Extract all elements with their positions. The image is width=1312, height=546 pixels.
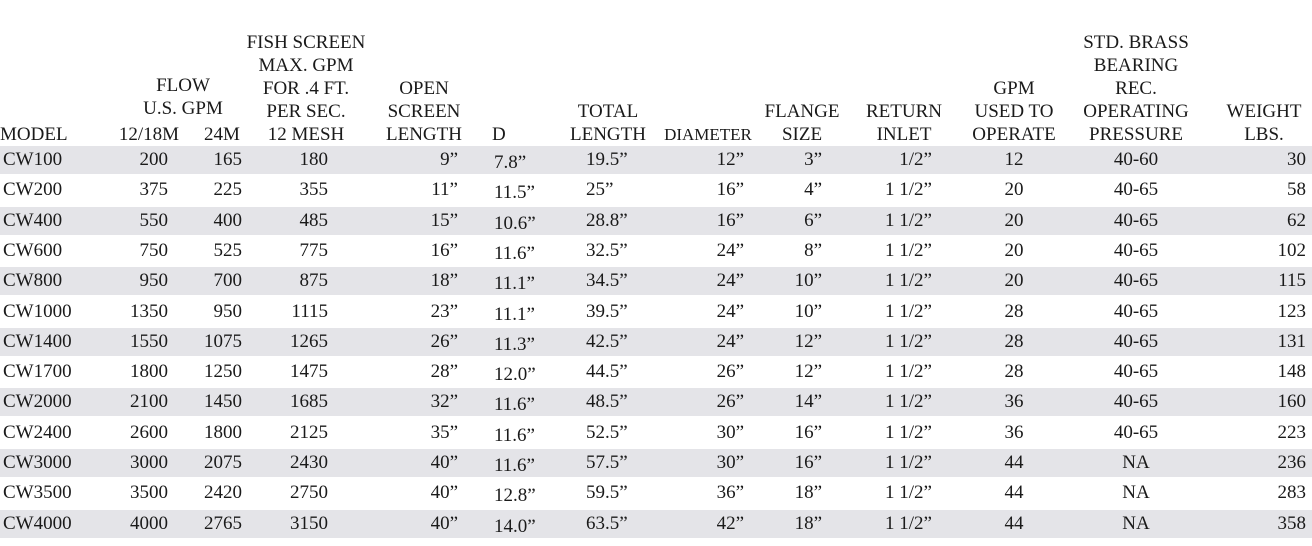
cell-flow-12-18m: 200 <box>139 149 168 170</box>
table-row <box>0 237 1312 265</box>
cell-return-inlet: 1 1/2” <box>885 361 932 383</box>
cell-flange-size: 8” <box>804 239 822 261</box>
table-row <box>0 207 1312 235</box>
cell-weight: 102 <box>1277 239 1306 261</box>
cell-d: 11.6” <box>494 242 535 264</box>
cell-model: CW2000 <box>3 391 72 413</box>
cell-model: CW400 <box>3 209 63 231</box>
header-flow-12-18m <box>104 0 194 146</box>
cell-fish-screen-gpm: 2430 <box>290 452 328 473</box>
cell-weight: 283 <box>1277 482 1306 504</box>
table-row <box>0 176 1312 204</box>
cell-total-length: 25” <box>586 179 614 201</box>
cell-operating-pressure: 40-65 <box>1113 209 1159 231</box>
cell-fish-screen-gpm: 775 <box>299 239 328 261</box>
cell-flow-12-18m: 3500 <box>130 482 168 504</box>
table-row <box>0 479 1312 507</box>
cell-total-length: 44.5” <box>586 361 628 383</box>
header-gpm-used-line: USED TO <box>974 101 1054 122</box>
cell-diameter: 24” <box>716 300 744 322</box>
cell-weight: 30 <box>1287 149 1306 170</box>
header-brass-bearing-line: BEARING <box>1093 55 1179 76</box>
cell-weight: 236 <box>1277 452 1306 473</box>
header-flange-size-line: SIZE <box>781 124 823 145</box>
cell-operating-pressure: 40-65 <box>1113 270 1159 292</box>
cell-fish-screen-gpm: 3150 <box>290 512 328 534</box>
cell-fish-screen-gpm: 180 <box>299 149 328 170</box>
table-row <box>0 510 1312 538</box>
header-flange-size-line: FLANGE <box>764 101 840 122</box>
cell-fish-screen-gpm: 2750 <box>290 482 328 504</box>
cell-return-inlet: 1 1/2” <box>885 421 932 443</box>
header-total-length-line: TOTAL <box>577 101 639 122</box>
cell-flange-size: 16” <box>794 452 822 473</box>
header-brass-bearing-line: OPERATING <box>1083 101 1189 122</box>
header-fish-screen-line: FOR .4 FT. <box>262 78 350 99</box>
cell-diameter: 24” <box>716 330 744 352</box>
table-row <box>0 358 1312 386</box>
table-row <box>0 267 1312 295</box>
cell-fish-screen-gpm: 1685 <box>290 391 328 413</box>
cell-open-screen-length: 40” <box>430 512 458 534</box>
cell-operating-pressure: 40-65 <box>1113 179 1159 201</box>
cell-flow-24m: 525 <box>213 239 242 261</box>
table-row <box>0 146 1312 174</box>
header-return-inlet-line: RETURN <box>866 101 942 122</box>
cell-total-length: 57.5” <box>586 452 628 473</box>
cell-diameter: 16” <box>716 179 744 201</box>
cell-fish-screen-gpm: 355 <box>299 179 328 201</box>
cell-open-screen-length: 15” <box>430 209 458 231</box>
table-row <box>0 419 1312 447</box>
cell-d: 11.6” <box>494 455 535 476</box>
cell-flow-24m: 2420 <box>204 482 242 504</box>
cell-open-screen-length: 32” <box>430 391 458 413</box>
cell-flange-size: 18” <box>794 512 822 534</box>
cell-d: 10.6” <box>494 212 536 234</box>
cell-flow-12-18m: 1350 <box>130 300 168 322</box>
cell-model: CW4000 <box>3 512 72 534</box>
cell-flange-size: 12” <box>794 361 822 383</box>
cell-flow-12-18m: 4000 <box>130 512 168 534</box>
cell-weight: 148 <box>1277 361 1306 383</box>
cell-flow-12-18m: 375 <box>139 179 168 201</box>
cell-return-inlet: 1 1/2” <box>885 391 932 413</box>
cell-flow-24m: 1450 <box>204 391 242 413</box>
cell-diameter: 24” <box>716 270 744 292</box>
cell-flow-24m: 2075 <box>204 452 242 473</box>
cell-gpm-used: 20 <box>1004 270 1024 292</box>
cell-gpm-used: 44 <box>1004 452 1024 473</box>
cell-d: 12.8” <box>494 485 536 507</box>
cell-open-screen-length: 11” <box>431 179 458 201</box>
cell-flow-12-18m: 1550 <box>130 330 168 352</box>
header-open-screen <box>376 0 472 146</box>
cell-gpm-used: 20 <box>1004 209 1024 231</box>
cell-operating-pressure: 40-65 <box>1113 391 1159 413</box>
cell-weight: 160 <box>1277 391 1306 413</box>
cell-gpm-used: 28 <box>1004 330 1024 352</box>
cell-open-screen-length: 40” <box>430 452 458 473</box>
cell-return-inlet: 1 1/2” <box>885 482 932 504</box>
cell-fish-screen-gpm: 485 <box>299 209 328 231</box>
cell-diameter: 42” <box>716 512 744 534</box>
cell-total-length: 34.5” <box>586 270 628 292</box>
header-brass-bearing-line: REC. <box>1115 78 1157 99</box>
table-row <box>0 298 1312 326</box>
cell-d: 11.1” <box>494 303 535 325</box>
header-gpm-used-line: GPM <box>993 78 1035 99</box>
header-total-length <box>560 0 656 146</box>
header-diameter <box>656 0 760 146</box>
header-open-screen-line: LENGTH <box>386 124 462 145</box>
cell-model: CW800 <box>3 270 63 292</box>
cell-operating-pressure: NA <box>1122 512 1150 534</box>
header-model <box>0 0 102 146</box>
cell-diameter: 30” <box>716 421 744 443</box>
cell-operating-pressure: NA <box>1122 482 1150 504</box>
cell-flow-12-18m: 1800 <box>130 361 168 383</box>
cell-open-screen-length: 28” <box>430 361 458 383</box>
cell-operating-pressure: 40-65 <box>1113 239 1159 261</box>
cell-open-screen-length: 26” <box>430 330 458 352</box>
cell-d: 11.5” <box>494 182 535 204</box>
cell-d: 11.6” <box>494 394 535 416</box>
cell-open-screen-length: 23” <box>430 300 458 322</box>
cell-operating-pressure: 40-65 <box>1113 330 1159 352</box>
header-flange-size <box>756 0 848 146</box>
cell-model: CW3000 <box>3 452 72 473</box>
cell-return-inlet: 1 1/2” <box>885 452 932 473</box>
cell-flange-size: 10” <box>794 270 822 292</box>
cell-return-inlet: 1/2” <box>899 149 932 170</box>
cell-flange-size: 3” <box>804 149 822 170</box>
header-brass-bearing-line: PRESSURE <box>1089 124 1183 145</box>
cell-diameter: 26” <box>716 391 744 413</box>
cell-return-inlet: 1 1/2” <box>885 512 932 534</box>
cell-fish-screen-gpm: 1475 <box>290 361 328 383</box>
cell-diameter: 26” <box>716 361 744 383</box>
cell-model: CW600 <box>3 239 63 261</box>
cell-diameter: 16” <box>716 209 744 231</box>
cell-gpm-used: 12 <box>1004 149 1024 170</box>
cell-flange-size: 14” <box>794 391 822 413</box>
cell-d: 14.0” <box>494 515 536 537</box>
cell-gpm-used: 28 <box>1004 361 1024 383</box>
cell-return-inlet: 1 1/2” <box>885 300 932 322</box>
cell-d: 11.6” <box>494 424 535 446</box>
header-diameter-line: DIAMETER <box>664 125 752 144</box>
header-weight <box>1216 0 1312 146</box>
cell-flange-size: 10” <box>794 300 822 322</box>
cell-gpm-used: 20 <box>1004 179 1024 201</box>
header-flow-24m-line: 24M <box>204 124 240 145</box>
cell-model: CW2400 <box>3 421 72 443</box>
header-model-line: MODEL <box>0 124 68 145</box>
cell-model: CW100 <box>3 149 63 170</box>
cell-weight: 62 <box>1287 209 1306 231</box>
cell-gpm-used: 28 <box>1004 300 1024 322</box>
header-gpm-used <box>962 0 1066 146</box>
header-fish-screen-line: 12 MESH <box>267 124 345 145</box>
cell-flange-size: 6” <box>804 209 822 231</box>
cell-flow-12-18m: 3000 <box>130 452 168 473</box>
cell-fish-screen-gpm: 1265 <box>290 330 328 352</box>
cell-return-inlet: 1 1/2” <box>885 330 932 352</box>
cell-weight: 223 <box>1277 421 1306 443</box>
cell-d: 11.3” <box>494 333 535 355</box>
cell-operating-pressure: NA <box>1122 452 1150 473</box>
cell-total-length: 32.5” <box>586 239 628 261</box>
header-d-line: D <box>492 124 506 145</box>
cell-total-length: 48.5” <box>586 391 628 413</box>
header-brass-bearing <box>1066 0 1206 146</box>
header-flow-subtitle: U.S. GPM <box>143 98 223 119</box>
cell-return-inlet: 1 1/2” <box>885 239 932 261</box>
cell-weight: 131 <box>1277 330 1306 352</box>
cell-flow-24m: 225 <box>213 179 242 201</box>
table-row <box>0 449 1312 477</box>
header-flow-title: FLOW <box>156 75 210 96</box>
cell-flow-12-18m: 750 <box>139 239 168 261</box>
cell-model: CW3500 <box>3 482 72 504</box>
cell-operating-pressure: 40-65 <box>1113 300 1159 322</box>
cell-weight: 58 <box>1287 179 1306 201</box>
cell-open-screen-length: 18” <box>430 270 458 292</box>
cell-flow-24m: 165 <box>213 149 242 170</box>
cell-diameter: 24” <box>716 239 744 261</box>
cell-gpm-used: 36 <box>1004 421 1024 443</box>
header-d <box>492 0 532 146</box>
cell-total-length: 19.5” <box>586 149 628 170</box>
cell-open-screen-length: 9” <box>440 149 458 170</box>
cell-flow-24m: 2765 <box>204 512 242 534</box>
table-row <box>0 328 1312 356</box>
cell-flow-24m: 400 <box>213 209 242 231</box>
header-return-inlet <box>856 0 952 146</box>
cell-total-length: 42.5” <box>586 330 628 352</box>
cell-total-length: 28.8” <box>586 209 628 231</box>
cell-return-inlet: 1 1/2” <box>885 179 932 201</box>
header-open-screen-line: SCREEN <box>387 101 461 122</box>
cell-flow-24m: 1800 <box>204 421 242 443</box>
cell-model: CW200 <box>3 179 63 201</box>
cell-weight: 115 <box>1278 270 1306 292</box>
cell-flow-24m: 1250 <box>204 361 242 383</box>
cell-operating-pressure: 40-65 <box>1113 421 1159 443</box>
header-open-screen-line: OPEN <box>399 78 449 99</box>
cell-open-screen-length: 16” <box>430 239 458 261</box>
cell-return-inlet: 1 1/2” <box>885 209 932 231</box>
cell-gpm-used: 44 <box>1004 512 1024 534</box>
cell-fish-screen-gpm: 2125 <box>290 421 328 443</box>
cell-flange-size: 12” <box>794 330 822 352</box>
table-row <box>0 388 1312 416</box>
cell-total-length: 59.5” <box>586 482 628 504</box>
header-fish-screen-line: MAX. GPM <box>258 55 354 76</box>
cell-model: CW1000 <box>3 300 72 322</box>
cell-fish-screen-gpm: 1115 <box>291 300 328 322</box>
cell-d: 11.1” <box>494 273 535 295</box>
cell-gpm-used: 36 <box>1004 391 1024 413</box>
cell-diameter: 12” <box>716 149 744 170</box>
cell-operating-pressure: 40-65 <box>1113 361 1159 383</box>
cell-total-length: 63.5” <box>586 512 628 534</box>
cell-gpm-used: 20 <box>1004 239 1024 261</box>
cell-flow-24m: 1075 <box>204 330 242 352</box>
header-fish-screen-line: PER SEC. <box>266 101 346 122</box>
cell-model: CW1400 <box>3 330 72 352</box>
cell-open-screen-length: 40” <box>430 482 458 504</box>
cell-flow-24m: 950 <box>213 300 242 322</box>
cell-flow-12-18m: 2600 <box>130 421 168 443</box>
cell-flow-12-18m: 950 <box>139 270 168 292</box>
cell-model: CW1700 <box>3 361 72 383</box>
cell-total-length: 52.5” <box>586 421 628 443</box>
cell-weight: 358 <box>1277 512 1306 534</box>
cell-weight: 123 <box>1277 300 1306 322</box>
cell-flow-12-18m: 2100 <box>130 391 168 413</box>
header-fish-screen-line: FISH SCREEN <box>246 32 366 53</box>
cell-diameter: 36” <box>716 482 744 504</box>
header-weight-line: LBS. <box>1244 124 1284 145</box>
header-brass-bearing-line: STD. BRASS <box>1083 32 1189 53</box>
cell-gpm-used: 44 <box>1004 482 1024 504</box>
cell-flange-size: 16” <box>794 421 822 443</box>
cell-fish-screen-gpm: 875 <box>299 270 328 292</box>
cell-return-inlet: 1 1/2” <box>885 270 932 292</box>
cell-d: 7.8” <box>494 152 527 173</box>
cell-d: 12.0” <box>494 364 536 386</box>
header-gpm-used-line: OPERATE <box>972 124 1056 145</box>
cell-flange-size: 4” <box>804 179 822 201</box>
header-return-inlet-line: INLET <box>876 124 932 145</box>
cell-flange-size: 18” <box>794 482 822 504</box>
cell-total-length: 39.5” <box>586 300 628 322</box>
header-total-length-line: LENGTH <box>570 124 646 145</box>
header-flow-12-18m-line: 12/18M <box>118 124 180 145</box>
cell-operating-pressure: 40-60 <box>1113 149 1159 170</box>
cell-flow-24m: 700 <box>213 270 242 292</box>
cell-flow-12-18m: 550 <box>139 209 168 231</box>
cell-diameter: 30” <box>716 452 744 473</box>
header-weight-line: WEIGHT <box>1226 101 1302 122</box>
cell-open-screen-length: 35” <box>430 421 458 443</box>
header-fish-screen <box>236 0 376 146</box>
